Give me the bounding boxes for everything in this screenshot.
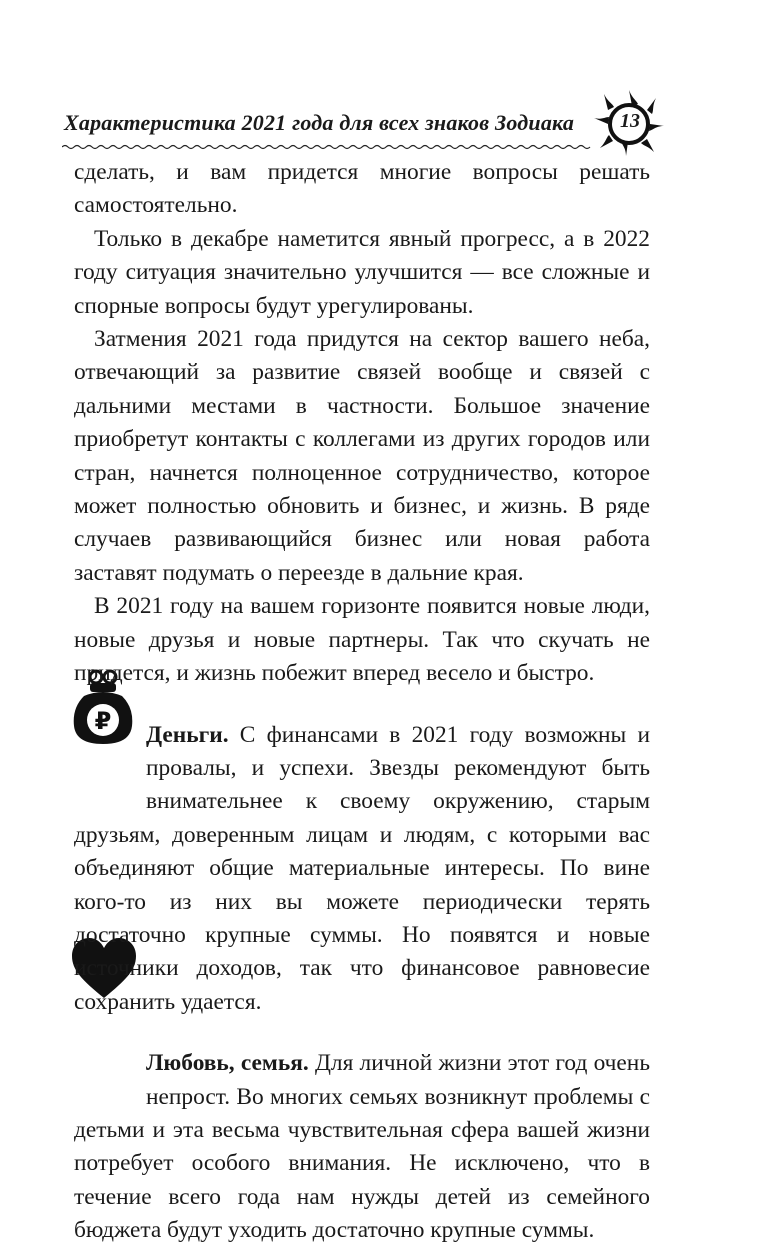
love-section — [74, 1047, 650, 1247]
running-header-title: Характеристика 2021 года для всех знаков Зодиака — [64, 110, 575, 135]
body-text — [74, 156, 650, 1248]
paragraph: Только в декабре наметится явный прогресс, а в 2022 году ситуация значительно улучшится — все сложные и спорные вопросы будут урегулированы. — [74, 225, 650, 319]
love-text: Для личной жизни этот год очень непрост. Во многих семьях возникнут проблемы с детьми и эта весьма чувствительная сфера вашей жизни потребует особого внимания. Не исключено, что в течение всего года нам нужды детей из семейного бюджета будут уходить достаточно крупные суммы. — [74, 1050, 650, 1244]
love-heading: Любовь, семья. — [146, 1050, 309, 1077]
money-heading: Деньги. — [146, 721, 229, 748]
wavy-rule — [62, 144, 592, 150]
paragraph: сделать, и вам придется многие вопросы решать самостоятельно. — [74, 159, 650, 219]
money-text: С финансами в 2021 году возможны и провалы, и успехи. Звезды рекомендуют быть внимательнее к своему окружению, старым друзьям, доверенным лицам и людям, с которыми вас объединяют общие материальные интересы. По вине кого-то из них вы можете периодически терять достаточно крупные суммы. Но появятся и новые источники доходов, так что финансовое равновесие сохранить удается. — [74, 721, 650, 1015]
svg-text:₽: ₽ — [94, 707, 112, 735]
paragraph: Затмения 2021 года придутся на сектор вашего неба, отвечающий за развитие связей вообще и связей с дальними местами в частности. Большое значение приобретут контакты с коллегами из других городов или стран, начнется полноценное сотрудничество, которое может полностью обновить и бизнес, и жизнь. В ряде случаев развивающийся бизнес или новая работа заставят подумать о переезде в дальние края. — [74, 326, 650, 586]
money-section — [74, 719, 650, 1020]
page-number: 13 — [620, 110, 640, 132]
paragraph: В 2021 году на вашем горизонте появится новые люди, новые друзья и новые партнеры. Так что скучать не придется, и жизнь побежит вперед весело и быстро. — [74, 593, 650, 687]
running-header — [62, 88, 662, 158]
